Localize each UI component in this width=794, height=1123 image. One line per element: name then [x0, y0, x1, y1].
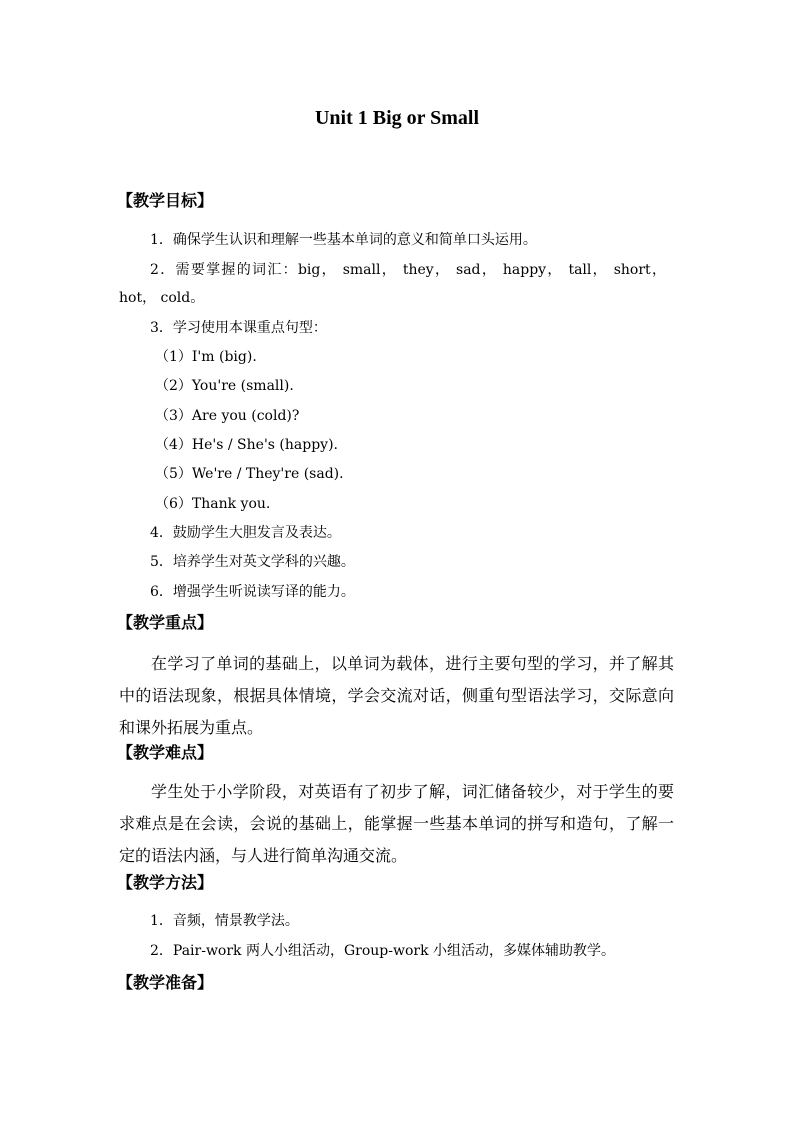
- difficulties-paragraph: 学生处于小学阶段，对英语有了初步了解，词汇储备较少，对于学生的要求难点是在会读，会说的基础上，能掌握一些基本单词的拼写和造句，了解一定的语法内涵，与人进行简单沟通交流。: [119, 782, 674, 865]
- objective-item-4: 4．鼓励学生大胆发言及表达。: [150, 525, 341, 541]
- sentence-pattern-4: （4）He's / She's (happy).: [155, 437, 338, 453]
- difficulties-heading: 【教学难点】: [117, 743, 214, 762]
- sentence-pattern-6: （6）Thank you.: [155, 496, 271, 512]
- preparation-heading: 【教学准备】: [117, 973, 214, 992]
- objectives-heading: 【教学目标】: [117, 191, 214, 210]
- objective-item-3: 3．学习使用本课重点句型：: [150, 320, 327, 336]
- method-item-1: 1．音频，情景教学法。: [150, 913, 299, 929]
- sentence-pattern-1: （1）I'm (big).: [155, 349, 257, 365]
- objective-item-6: 6．增强学生听说读写译的能力。: [150, 584, 355, 600]
- key-points-paragraph: 在学习了单词的基础上，以单词为载体，进行主要句型的学习，并了解其中的语法现象，根据具体情境，学会交流对话，侧重句型语法学习，交际意向和课外拓展为重点。: [119, 654, 674, 737]
- objective-item-5: 5．培养学生对英文学科的兴趣。: [150, 554, 355, 570]
- objective-item-2: 2．需要掌握的词汇：big， small， they， sad， happy， tall， short， hot， cold。: [119, 262, 666, 306]
- key-points-heading: 【教学重点】: [117, 613, 214, 632]
- document-title: Unit 1 Big or Small: [314, 107, 480, 129]
- sentence-pattern-5: （5）We're / They're (sad).: [155, 466, 344, 482]
- sentence-pattern-2: （2）You're (small).: [155, 378, 294, 394]
- methods-heading: 【教学方法】: [117, 873, 214, 892]
- objective-item-1: 1．确保学生认识和理解一些基本单词的意义和简单口头运用。: [150, 232, 537, 248]
- method-item-2: 2．Pair-work 两人小组活动，Group-work 小组活动，多媒体辅助教学。: [150, 943, 616, 959]
- sentence-pattern-3: （3）Are you (cold)?: [155, 408, 300, 424]
